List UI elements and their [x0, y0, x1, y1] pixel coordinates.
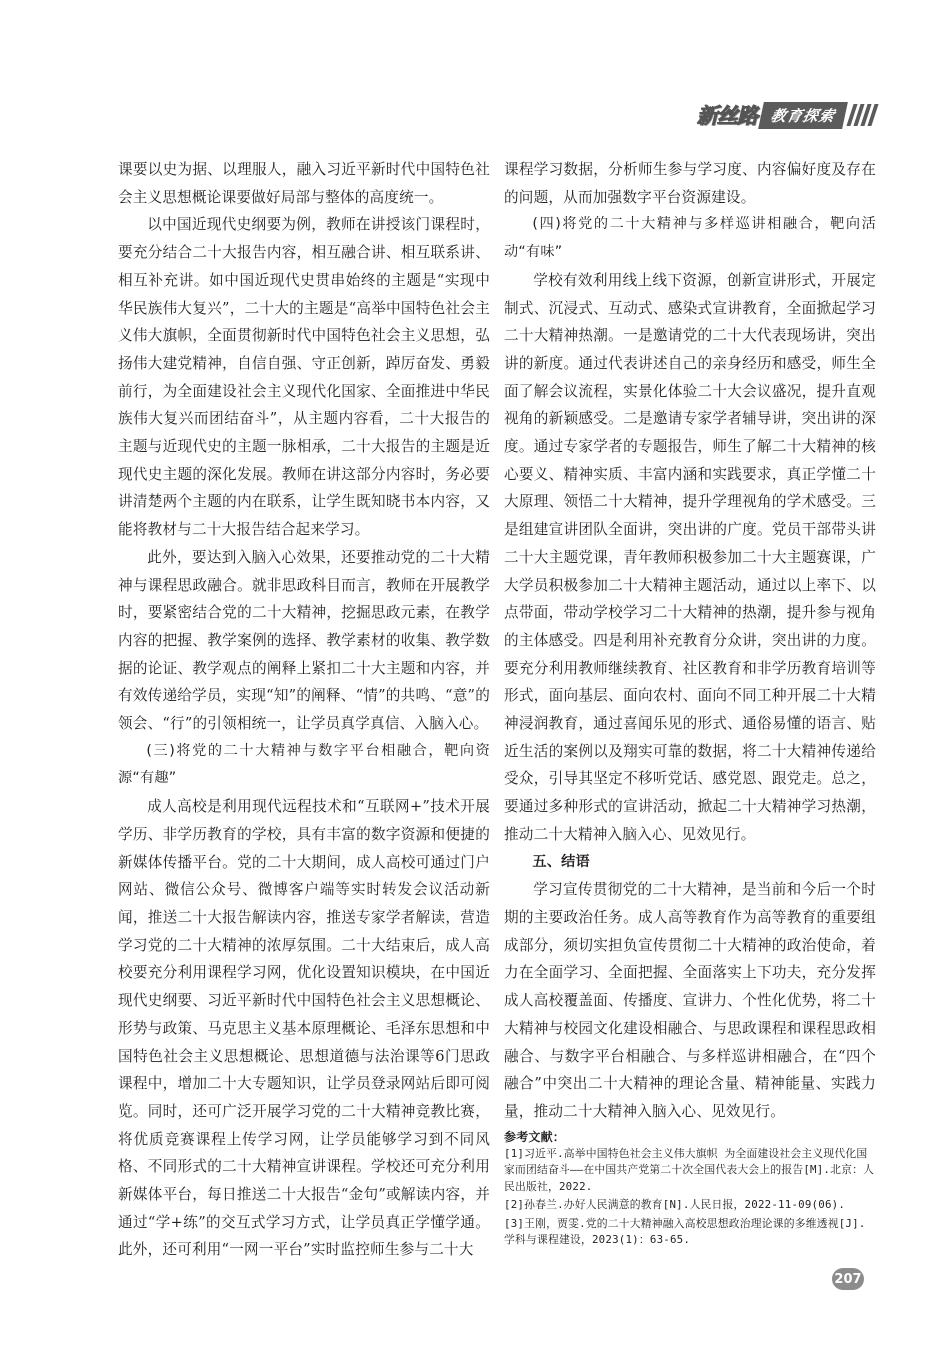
paragraph: 课程学习数据，分析师生参与学习度、内容偏好度及存在的问题，从而加强数字平台资源建设。: [504, 161, 876, 206]
journal-header: [697, 100, 878, 130]
paragraph: 此外，要达到入脑入心效果，还要推动党的二十大精神与课程思政融合。就非思政科目而言，教师在开展教学时，要紧密结合党的二十大精神，挖掘思政元素，在教学内容的把握、教学案例的选择、教学素材的收集、教学数据的论证、教学观点的阐释上紧扣二十大主题和内容，并有效传递给学员，实现“知”的阐释、“情”的共鸣、“意”的领会、“行”的引领相统一，让学员真学真信、入脑入心。: [118, 548, 490, 733]
decorative-slashes: [850, 104, 878, 126]
paragraph: 学习宣传贯彻党的二十大精神，是当前和今后一个时期的主要政治任务。成人高等教育作为高等教育的重要组成部分，须切实担负宣传贯彻二十大精神的政治使命，着力在全面学习、全面把握、全面落实上下功夫，充分发挥成人高校覆盖面、传播度、宣讲力、个性化优势，将二十大精神与校园文化建设相融合、与思政课程和课程思政相融合、与数字平台相融合、与多样巡讲相融合，在“四个融合”中突出二十大精神的理论含量、精神能量、实践力量，推动二十大精神入脑入心、见效见行。: [504, 881, 876, 1120]
references: [504, 1128, 876, 1249]
references-title: 参考文献：: [504, 1129, 566, 1144]
journal-brand-logo: 新丝路: [696, 104, 757, 128]
reference-item: [2]孙春兰.办好人民满意的教育[N].人民日报，2022-11-09(06).: [504, 1198, 846, 1212]
section-heading: 五、结语: [532, 853, 590, 870]
paragraph: 成人高校是利用现代远程技术和“互联网+”技术开展学历、非学历教育的学校，具有丰富的数字资源和便捷的新媒体传播平台。党的二十大期间，成人高校可通过门户网站、微信公众号、微博客户端等实时转发会议活动新闻，推送二十大报告解读内容，推送专家学者解读，营造学习党的二十大精神的浓厚氛围。二十大结束后，成人高校要充分利用课程学习网，优化设置知识模块，在中国近现代史纲要、习近平新时代中国特色社会主义思想概论、形势与政策、马克思主义基本原理概论、毛泽东思想和中国特色社会主义思想概论、思想道德与法治课等6门思政课程中，增加二十大专题知识，让学员登录网站后即可阅览。同时，还可广泛开展学习党的二十大精神竞教比赛，将优质竞赛课程上传学习网，让学员能够学习到不同风格、不同形式的二十大精神宣讲课程。学校还可充分利用新媒体平台，每日推送二十大报告“金句”或解读内容，并通过“学+练”的交互式学习方式，让学员真正学懂学通。此外，还可利用“一网一平台”实时监控师生参与二十大: [118, 798, 490, 1259]
paragraph: 课要以史为据、以理服人，融入习近平新时代中国特色社会主义思想概论课要做好局部与整体的高度统一。: [118, 161, 490, 206]
paragraph: 学校有效利用线上线下资源，创新宣讲形式，开展定制式、沉浸式、互动式、感染式宣讲教育，全面掀起学习二十大精神热潮。一是邀请党的二十大代表现场讲，突出讲的新度。通过代表讲述自己的亲身经历和感受，师生全面了解会议流程，实景化体验二十大会议盛况，提升直观视角的新颖感受。二是邀请专家学者辅导讲，突出讲的深度。通过专家学者的专题报告，师生了解二十大精神的核心要义、精神实质、丰富内涵和实践要求，真正学懂二十大原理、领悟二十大精神，提升学理视角的学术感受。三是组建宣讲团队全面讲，突出讲的广度。党员干部带头讲二十大主题党课，青年教师积极参加二十大主题赛课，广大学员积极参加二十大精神主题活动，通过以上率下、以点带面，带动学校学习二十大精神的热潮，提升参与视角的主体感受。四是利用补充教育分众讲，突出讲的力度。要充分利用教师继续教育、社区教育和非学历教育培训等形式，面向基层、面向农村、面向不同工种开展二十大精神浸润教育，通过喜闻乐见的形式、通俗易懂的语言、贴近生活的案例以及翔实可靠的数据，将二十大精神传递给受众，引导其坚定不移听党话、感党恩、跟党走。总之，要通过多种形式的宣讲活动，掀起二十大精神学习热潮，推动二十大精神入脑入心、见效见行。: [504, 271, 876, 843]
paragraph: 以中国近现代史纲要为例，教师在讲授该门课程时，要充分结合二十大报告内容，相互融合讲、相互联系讲、相互补充讲。如中国近现代史贯串始终的主题是“实现中华民族伟大复兴”，二十大的主题是“高举中国特色社会主义伟大旗帜，全面贯彻新时代中国特色社会主义思想，弘扬伟大建党精神，自信自强、守正创新，踔厉奋发、勇毅前行，为全面建设社会主义现代化国家、全面推进中华民族伟大复兴而团结奋斗”，从主题内容看，二十大报告的主题与近现代史的主题一脉相承，二十大报告的主题是近现代史主题的深化发展。教师在讲这部分内容时，务必要讲清楚两个主题的内在联系，让学生既知晓书本内容，又能将教材与二十大报告结合起来学习。: [118, 216, 490, 539]
subsection-heading: (三)将党的二十大精神与数字平台相融合，靶向资源“有趣”: [118, 742, 490, 787]
subsection-heading: (四)将党的二十大精神与多样巡讲相融合，靶向活动“有味”: [504, 216, 876, 261]
reference-item: [1]习近平.高举中国特色社会主义伟大旗帜 为全面建设社会主义现代化国家而团结奋斗——在中国共产党第二十次全国代表大会上的报告[M].北京：人民出版社，2022.: [504, 1146, 875, 1193]
page-number: 207: [832, 1268, 864, 1290]
reference-item: [3]王刚，贾雯.党的二十大精神融入高校思想政治理论课的多维透视[J].学科与课程建设，2023(1)：63-65.: [504, 1216, 866, 1247]
section-tag: 教育探索: [758, 102, 848, 129]
left-column: [118, 156, 490, 1264]
right-column: [504, 156, 876, 1251]
